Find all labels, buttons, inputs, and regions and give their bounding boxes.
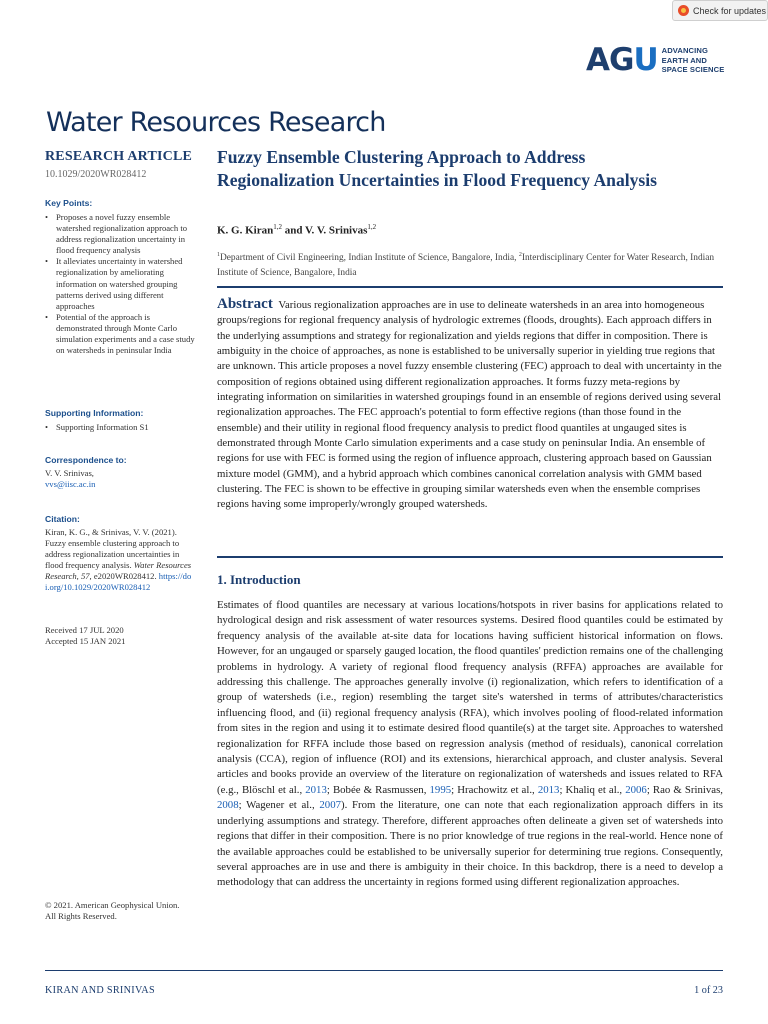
article-title: Fuzzy Ensemble Clustering Approach to Address Regionalization Uncertainties in Flood Frequency Analysis	[217, 147, 658, 190]
correspondence	[45, 455, 195, 490]
introduction-paragraph: Estimates of flood quantiles are necessary at various locations/hotspots in river basins for applications related to hydrological design and risk assessment of water resources systems. Desired flood quantiles could be estimated by frequency analysis of the available at-site data for locations having sufficient historical information on flows. However, for an ungauged or sparsely gauged location, the flood quantiles' prediction remains one of the challenging problems in hydrology. A variety of regional flood frequency analysis (RFFA) approaches are available for addressing this challenge. The approaches generally involve (i) regionalization, which refers to identification of a group of watersheds (i.e., region) resembling the target site's watershed in terms of attributes/characteristics influencing flood, and (ii) regional frequency analysis (RFA), which involves pooling of flood-related information from sites in the region and using it to estimate desired flood quantile(s) at the target site. Approaches to watershed regionalization for RFFA include those based on regression analysis (method of residuals), canonical correlation analysis (CCA), region of influence (ROI) and its extensions, hierarchical approach, and cluster analysis. Several articles and books provide an overview of the literature on regionalization of watersheds and issues related to RFA (e.g., Blöschl et al., 2013; Bobée & Rasmussen, 1995; Hrachowitz et al., 2013; Khaliq et al., 2006; Rao & Srinivas, 2008; Wagener et al., 2007). From the literature, one can note that each regionalization approach differs in its underlying assumptions and strategy. Therefore, different approaches often delineate a given set of watersheds into regions that differ in their composition. There is no prior knowledge of true regions in the real-world. Hence none of the available approaches could be established to be universally superior for determining true regions. Consequently, several approaches are in use and there is ambiguity in their choice. In this backdrop, there is a need to develop a methodology that can address the uncertainty in regions formed using different regionalization approaches.	[217, 599, 723, 889]
citation	[45, 514, 195, 594]
section-heading-introduction: 1. Introduction	[217, 572, 301, 587]
ref-link[interactable]: 2013	[305, 783, 327, 796]
correspondence-heading: Correspondence to:	[45, 455, 127, 465]
abstract	[217, 297, 723, 513]
abstract-label: Abstract	[217, 296, 273, 312]
key-points	[45, 198, 195, 356]
key-point-item: • Potential of the approach is demonstrated through Monte Carlo simulation experiments and a case study on watersheds in peninsular India	[45, 312, 195, 356]
article-dates	[45, 625, 195, 647]
key-point-item: • It alleviates uncertainty in watershed regionalization by ameliorating information on watershed grouping patterns derived using different approaches	[45, 256, 195, 311]
check-for-updates-button[interactable]	[672, 0, 768, 21]
citation-doi-link[interactable]: https://doi.org/10.1029/2020WR028412	[45, 571, 192, 593]
check-for-updates-label: Check for updates	[693, 5, 767, 16]
supporting-heading: Supporting Information:	[45, 408, 144, 418]
supporting-information	[45, 408, 195, 433]
article-doi: 10.1029/2020WR028412	[45, 169, 147, 180]
supporting-item[interactable]: • Supporting Information S1	[45, 422, 195, 433]
citation-heading: Citation:	[45, 514, 80, 524]
author-list: K. G. Kiran$^{1,2}$ and V. V. Srinivas$^{1,2}$	[217, 223, 377, 237]
accepted-date: Accepted 15 JAN 2021	[45, 636, 126, 647]
abstract-bottom-rule	[217, 556, 723, 558]
ref-link[interactable]: 2007	[319, 799, 341, 812]
received-date: Received 17 JUL 2020	[45, 625, 124, 635]
ref-link[interactable]: 2008	[217, 799, 239, 812]
citation-text: Kiran, K. G., & Srinivas, V. V. (2021). Fuzzy ensemble clustering approach to address regionalization uncertainties in flood frequency analysis. Water Resources Research, 57, e2020WR028412. https://doi.org/10.1029/2020WR028412	[45, 527, 192, 593]
correspondence-email-link[interactable]: vvs@iisc.ac.in	[45, 479, 96, 490]
footer-authors: KIRAN AND SRINIVAS	[45, 985, 155, 996]
page-number: 1 of 23	[694, 985, 723, 996]
correspondence-name: V. V. Srinivas,	[45, 468, 94, 478]
agu-wordmark: AGU	[586, 42, 658, 78]
abstract-top-rule	[217, 286, 723, 288]
ref-link[interactable]: 1995	[429, 783, 452, 796]
ref-link[interactable]: 2006	[625, 783, 647, 796]
article-type: RESEARCH ARTICLE	[45, 149, 193, 164]
update-icon	[678, 5, 689, 16]
footer-rule	[45, 970, 723, 971]
journal-title: Water Resources Research	[46, 107, 386, 138]
abstract-text: Various regionalization approaches are in use to delineate watersheds in an area into homogeneous groups/regions for regional frequency analysis of hydrologic extremes (floods, droughts). Each approach differs in the underlying assumptions and strategy for regionalization and yields regions that differ in composition. There is ambiguity in the choice of approaches, as none is established to be universally superior in yielding true regions that are unknown. This article proposes a novel fuzzy ensemble clustering (FEC) approach to deal with uncertainty in the composition of regions obtained using different regionalization approaches. It forms fuzzy meta-regions by integrating information on similarities in watershed groupings found in an ensemble of regions derived using several regionalization approaches. The FEC approach's potential to form effective regions (than those found in the ensemble) and their utility in regional flood frequency analysis to predict flood quantiles at ungauged sites is demonstrated through Monte Carlo simulation experiments and a case study on peninsular India. An ensemble of regions for use with FEC is formed using the region of influence approach, clustering approach based on Gaussian mixture model (GMM), and a hybrid approach which combines canonical correlation analysis with GMM based clustering. The FEC is shown to be effective in grouping similar watersheds even when the ensemble comprises regions having some improperly/wrongly grouped watersheds.	[217, 299, 722, 511]
agu-tagline: ADVANCING EARTH AND SPACE SCIENCE	[661, 46, 725, 75]
agu-logo	[586, 42, 725, 78]
affiliations: $^1$Department of Civil Engineering, Indian Institute of Science, Bangalore, India, $^2$Interdisciplinary Center for Water Research, Indian Institute of Science, Bangalore, India	[217, 252, 715, 278]
ref-link[interactable]: 2013	[537, 783, 560, 796]
key-point-item: • Proposes a novel fuzzy ensemble watershed regionalization approach to address regionalization uncertainty in flood frequency analysis	[45, 212, 195, 256]
copyright: © 2021. American Geophysical Union. All Rights Reserved.	[45, 900, 180, 922]
key-points-heading: Key Points:	[45, 198, 93, 208]
